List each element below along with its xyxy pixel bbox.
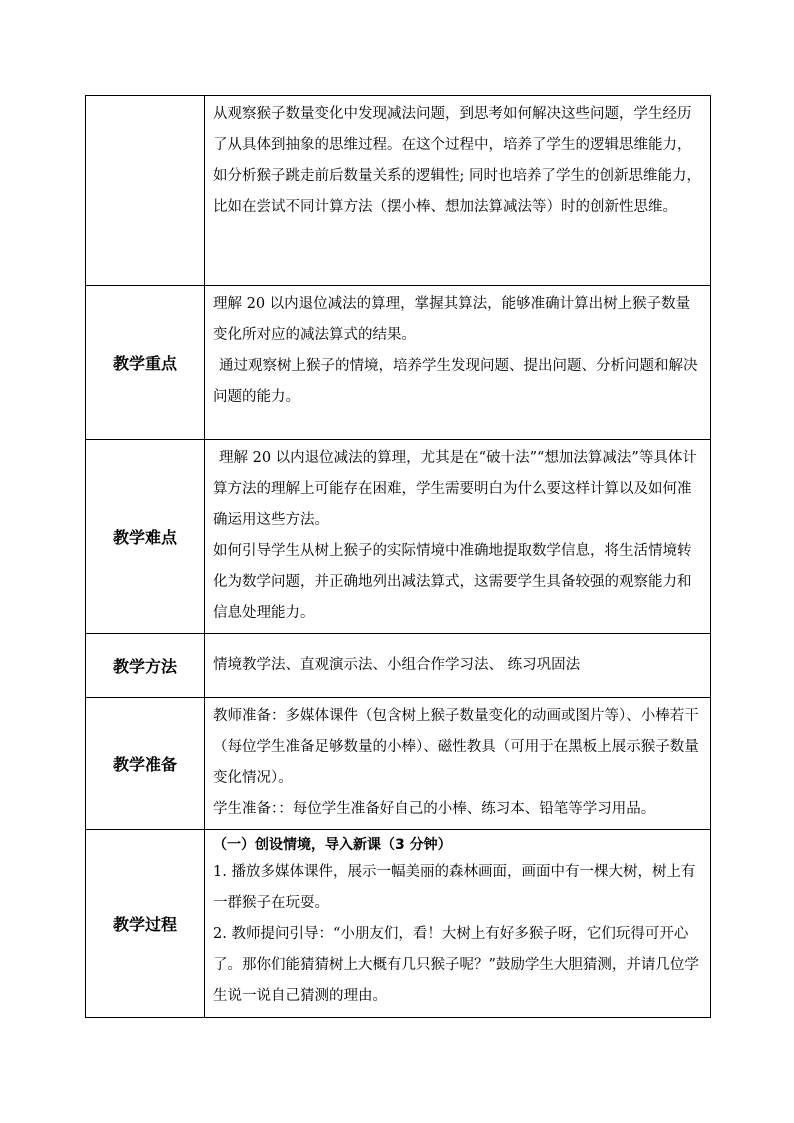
- paragraph: 通过观察树上猴子的情境，培养学生发现问题、提出问题、分析问题和解决问题的能力。: [213, 358, 698, 405]
- table-row-key-points: [86, 286, 711, 440]
- row-label-empty: [86, 96, 205, 286]
- row-content-thinking: [205, 96, 711, 286]
- table-row-methods: [86, 634, 711, 698]
- row-content-key-points: [205, 286, 711, 440]
- row-label-methods: 教学方法: [86, 634, 205, 698]
- row-label-preparation: 教学准备: [86, 698, 205, 830]
- row-label-process: 教学过程: [86, 830, 205, 1018]
- paragraph: 学生准备：：每位学生准备好自己的小棒、练习本、铅笔等学习用品。: [213, 801, 656, 817]
- row-content-preparation: [205, 698, 711, 830]
- table-row-process: [86, 830, 711, 1018]
- row-content-process: [205, 830, 711, 1018]
- table-row-preparation: [86, 698, 711, 830]
- row-content-methods: [205, 634, 711, 698]
- row-content-difficulties: [205, 440, 711, 634]
- row-label-key-points: 教学重点: [86, 286, 205, 440]
- paragraph: 1. 播放多媒体课件，展示一幅美丽的森林画面，画面中有一棵大树，树上有一群猴子在玩耍。: [213, 864, 696, 911]
- paragraph: 2. 教师提问引导：“小朋友们，看！大树上有好多猴子呀，它们玩得可开心了。那你们能猜猜树上大概有几只猴子呢？”鼓励学生大胆猜测，并请几位学生说一说自己猜测的理由。: [213, 926, 699, 1004]
- row-label-difficulties: 教学难点: [86, 440, 205, 634]
- lesson-plan-table: [85, 95, 711, 1018]
- table-row-thinking: [86, 96, 711, 286]
- paragraph: 如何引导学生从树上猴子的实际情境中准确地提取数学信息，将生活情境转化为数学问题，并正确地列出减法算式，这需要学生具备较强的观察能力和信息处理能力。: [213, 543, 692, 621]
- section-subheading: （一）创设情境，导入新课（3 分钟）: [213, 837, 452, 853]
- paragraph: 从观察猴子数量变化中发现减法问题，到思考如何解决这些问题，学生经历了从具体到抽象的思维过程。在这个过程中，培养了学生的逻辑思维能力，如分析猴子跳走前后数量关系的逻辑性; 同时也培养了学生的创新思维能力，比如在尝试不同计算方法（摆小棒、想加法算减法等）时的创新性思维。: [213, 106, 701, 215]
- paragraph: 情境教学法、直观演示法、小组合作学习法、 练习巩固法: [213, 656, 581, 673]
- paragraph: 教师准备：多媒体课件（包含树上猴子数量变化的动画或图片等）、小棒若干（每位学生准备足够数量的小棒）、磁性教具（可用于在黑板上展示猴子数量变化情况）。: [213, 708, 699, 786]
- table-row-difficulties: [86, 440, 711, 634]
- paragraph: 理解 20 以内退位减法的算理，尤其是在“破十法”“想加法算减法”等具体计算方法的理解上可能存在困难，学生需要明白为什么要这样计算以及如何准确运用这些方法。: [213, 450, 697, 528]
- paragraph: 理解 20 以内退位减法的算理，掌握其算法，能够准确计算出树上猴子数量变化所对应的减法算式的结果。: [213, 296, 691, 343]
